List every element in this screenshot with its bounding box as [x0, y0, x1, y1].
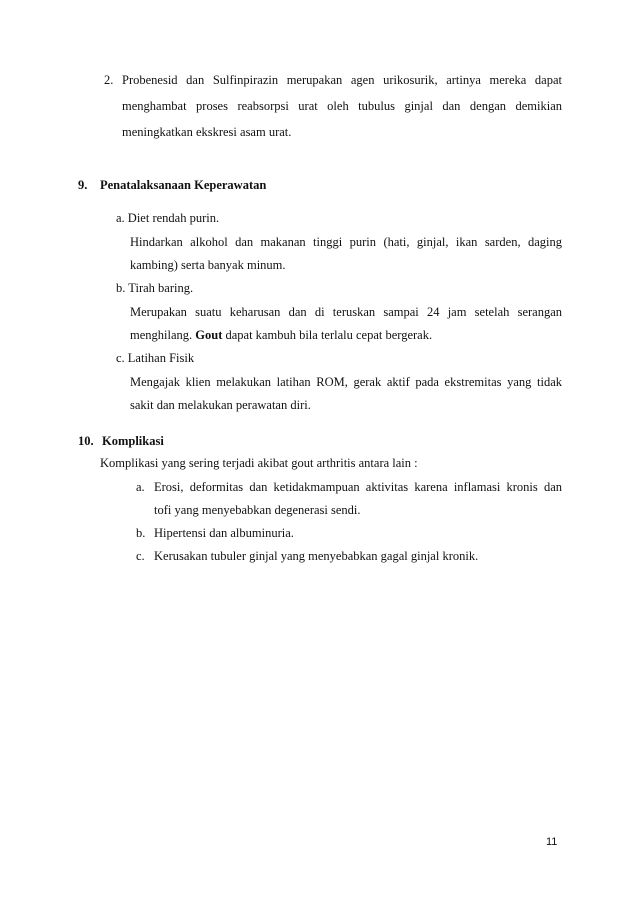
- section-number: 9.: [78, 178, 88, 192]
- paragraph-line: Mengajak klien melakukan latihan ROM, gerak aktif pada ekstremitas yang tidak: [130, 375, 562, 389]
- bold-term: Gout: [195, 328, 223, 342]
- list-number: 2.: [104, 73, 114, 87]
- subitem-label: c. Latihan Fisik: [116, 351, 195, 365]
- text-span: dapat kambuh bila terlalu cepat bergerak.: [225, 328, 433, 342]
- section-number: 10.: [78, 434, 94, 448]
- text-span: menghilang.: [130, 328, 193, 342]
- paragraph-line: Komplikasi yang sering terjadi akibat gout arthritis antara lain :: [100, 456, 418, 470]
- list-number: c.: [136, 549, 145, 563]
- section-heading: Penatalaksanaan Keperawatan: [100, 178, 267, 192]
- list-number: b.: [136, 526, 146, 540]
- paragraph-line: Hipertensi dan albuminuria.: [154, 526, 294, 540]
- paragraph-line: Erosi, deformitas dan ketidakmampuan aktivitas karena inflamasi kronis dan: [154, 480, 562, 494]
- subitem-label: a. Diet rendah purin.: [116, 211, 220, 225]
- paragraph-line: sakit dan melakukan perawatan diri.: [130, 398, 311, 412]
- section-heading: Komplikasi: [102, 434, 164, 448]
- subitem-label: b. Tirah baring.: [116, 281, 194, 295]
- paragraph-line: tofi yang menyebabkan degenerasi sendi.: [154, 503, 361, 517]
- paragraph-line: Kerusakan tubuler ginjal yang menyebabkan gagal ginjal kronik.: [154, 549, 479, 563]
- paragraph-line: Probenesid dan Sulfinpirazin merupakan agen urikosurik, artinya mereka dapat: [122, 73, 562, 87]
- paragraph-line: [130, 328, 432, 343]
- paragraph-line: Hindarkan alkohol dan makanan tinggi purin (hati, ginjal, ikan sarden, daging: [130, 235, 562, 249]
- page-number: 11: [546, 836, 558, 848]
- paragraph-line: Merupakan suatu keharusan dan di teruskan sampai 24 jam setelah serangan: [130, 305, 562, 319]
- paragraph-line: meningkatkan ekskresi asam urat.: [122, 125, 292, 139]
- paragraph-line: menghambat proses reabsorpsi urat oleh tubulus ginjal dan dengan demikian: [122, 99, 562, 113]
- list-number: a.: [136, 480, 145, 494]
- paragraph-line: kambing) serta banyak minum.: [130, 258, 286, 272]
